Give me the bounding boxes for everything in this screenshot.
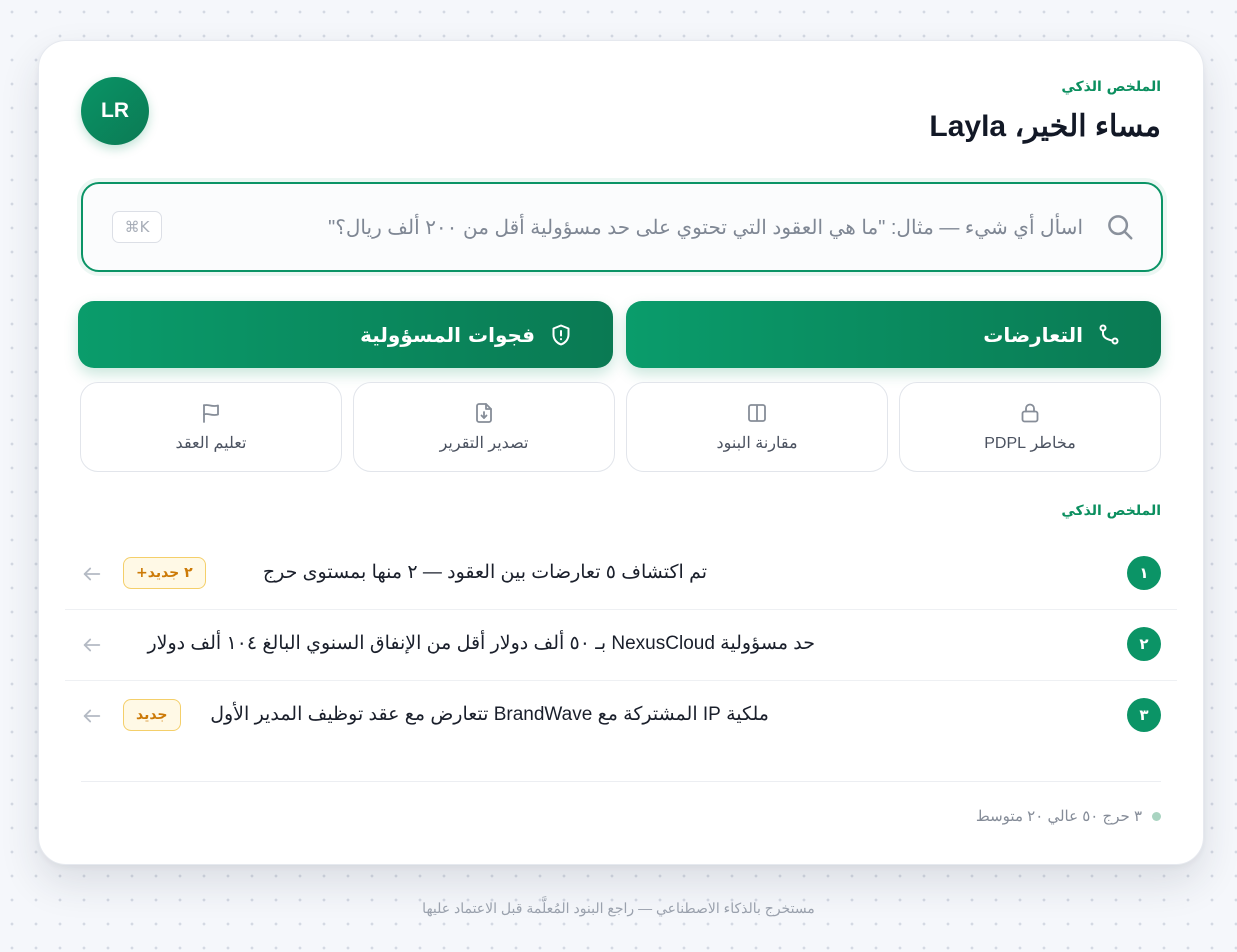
item-number: ١ — [1127, 556, 1161, 590]
page-title: مساء الخير، Layla — [929, 110, 1161, 143]
item-text: تم اكتشاف ٥ تعارضات بين العقود — ٢ منها بمستوى حرج — [262, 562, 707, 583]
shield-alert-icon — [549, 323, 573, 347]
export-report-button[interactable] — [353, 382, 615, 472]
search-icon — [1105, 212, 1135, 242]
item-text: ملكية IP المشتركة مع BrandWave تتعارض مع عقد توظيف المدير الأول — [210, 704, 769, 725]
flag-contract-button[interactable] — [80, 382, 342, 472]
ai-disclaimer: مستخرج بالذكاء الاصطناعي — راجع البنود المُعلَّمة قبل الاعتماد عليها — [422, 900, 815, 916]
new-badge: جديد — [123, 699, 181, 731]
list-item[interactable] — [65, 610, 1177, 681]
summary-section-title: الملخص الذكي — [1061, 503, 1161, 519]
conflicts-button-label: التعارضات — [983, 322, 1083, 347]
file-download-icon — [472, 401, 496, 425]
flag-icon — [199, 401, 223, 425]
item-text: حد مسؤولية NexusCloud بـ ٥٠ ألف دولار أقل من الإنفاق السنوي البالغ ١٠٤ ألف دولار — [147, 633, 815, 654]
lock-icon — [1018, 401, 1042, 425]
arrow-left-icon — [81, 705, 103, 727]
avatar[interactable]: LR — [81, 77, 149, 145]
list-item[interactable] — [65, 681, 1177, 751]
item-number: ٢ — [1127, 627, 1161, 661]
arrow-left-icon — [81, 634, 103, 656]
risk-stats — [976, 807, 1161, 825]
keyboard-shortcut-badge: ⌘K — [112, 211, 162, 243]
export-report-label: تصدير التقرير — [439, 435, 529, 452]
item-number: ٣ — [1127, 698, 1161, 732]
search-placeholder: اسأل أي شيء — مثال: "ما هي العقود التي تحتوي على حد مسؤولية أقل من ٢٠٠ ألف ريال؟" — [328, 217, 1083, 239]
page-eyebrow: الملخص الذكي — [1061, 79, 1161, 95]
compare-clauses-label: مقارنة البنود — [716, 435, 798, 452]
search-input[interactable] — [81, 182, 1163, 272]
list-item[interactable] — [65, 539, 1177, 610]
compare-clauses-button[interactable] — [626, 382, 888, 472]
new-badge: ٢ جديد+ — [123, 557, 206, 589]
risk-stats-text: ٣ حرج ٥٠ عالي ٢٠ متوسط — [975, 808, 1142, 825]
summary-list — [65, 539, 1177, 751]
status-dot — [1152, 812, 1161, 821]
liability-gaps-button-label: فجوات المسؤولية — [360, 322, 535, 347]
flag-contract-label: تعليم العقد — [175, 435, 247, 452]
liability-gaps-button[interactable] — [78, 301, 613, 368]
assistant-card — [38, 40, 1204, 865]
conflicts-button[interactable] — [626, 301, 1161, 368]
pdpl-risks-button[interactable] — [899, 382, 1161, 472]
arrow-left-icon — [81, 563, 103, 585]
git-branch-icon — [1097, 323, 1121, 347]
divider — [81, 781, 1161, 782]
pdpl-risks-label: مخاطر PDPL — [984, 435, 1076, 452]
columns-icon — [745, 401, 769, 425]
